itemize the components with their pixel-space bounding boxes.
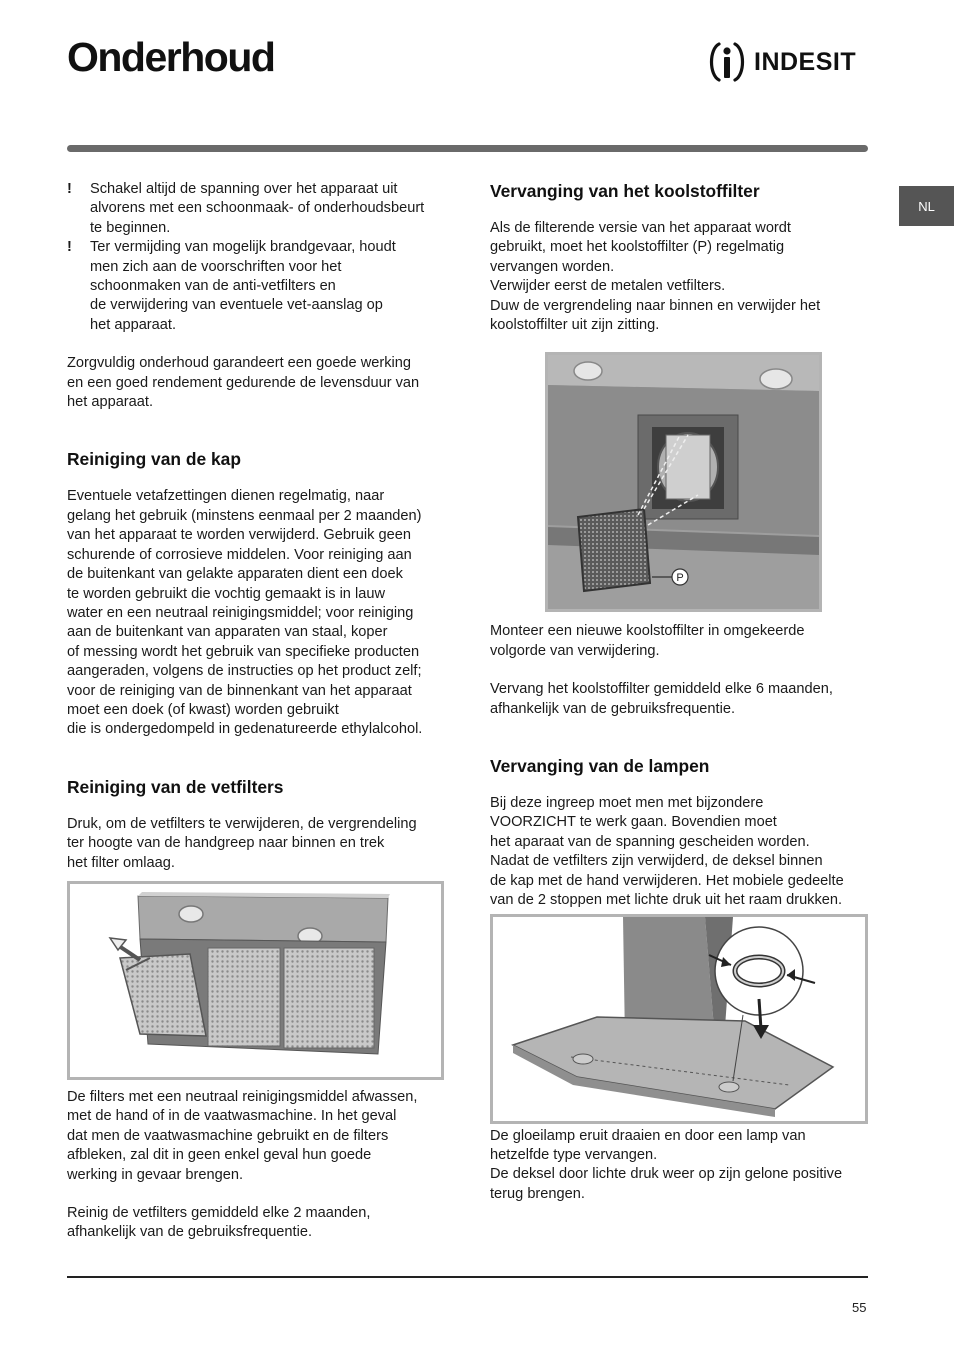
warning-text-2: schoonmaken van de anti-vetfilters en <box>90 278 336 295</box>
paragraph-line: schurende of corrosieve middelen. Voor reiniging aan <box>67 546 412 563</box>
paragraph-line: dat men de vaatwasmachine gebruikt en de filters <box>67 1127 389 1144</box>
paragraph-line: Nadat de vetfilters zijn verwijderd, de deksel binnen <box>490 853 823 870</box>
paragraph-line: het filter omlaag. <box>67 854 175 871</box>
warning-text-1: te beginnen. <box>90 219 171 236</box>
language-tab-label: NL <box>918 198 935 214</box>
warning-text-2: Ter vermijding van mogelijk brandgevaar, houdt <box>90 239 396 256</box>
grease-after-paragraph <box>67 1088 452 1185</box>
brand-name: INDESIT <box>754 47 857 76</box>
intro-line: en een goed rendement gedurende de levensduur van <box>67 374 420 391</box>
warning-text-2: de verwijdering van eventuele vet-aanslag op <box>90 297 383 314</box>
paragraph-line: Eventuele vetafzettingen dienen regelmatig, naar <box>67 488 385 505</box>
paragraph-line: Verwijder eerst de metalen vetfilters. <box>490 278 726 295</box>
paragraph-line: water en een neutraal reinigingsmiddel; voor reiniging <box>67 604 414 621</box>
hood-paragraph <box>67 487 452 739</box>
header-divider <box>67 145 868 152</box>
paragraph-line: met de hand of in de vaatwasmachine. In het geval <box>67 1108 397 1125</box>
lamps-paragraph <box>490 794 870 910</box>
paragraph-line: Als de filterende versie van het apparaat wordt <box>490 220 791 236</box>
footer-divider <box>67 1276 868 1278</box>
paragraph-line: Druk, om de vetfilters te verwijderen, de vergrendeling <box>67 815 417 832</box>
paragraph-line: van het apparaat te worden verwijderd. Gebruik geen <box>67 527 411 544</box>
right-column <box>490 180 870 1204</box>
paragraph-line: afhankelijk van de gebruiksfrequentie. <box>490 700 736 717</box>
paragraph-line: Reinig de vetfilters gemiddeld elke 2 maanden, <box>67 1205 371 1221</box>
carbon-after-paragraph <box>490 622 870 661</box>
grease-filter-illustration <box>70 884 441 1077</box>
grease-paragraph <box>67 815 452 873</box>
carbon-filter-illustration <box>548 355 819 609</box>
lamps-after-paragraph <box>490 1127 870 1205</box>
paragraph-line: Bij deze ingreep moet men met bijzondere <box>490 795 764 812</box>
paragraph-line: moet een doek (of kwast) worden gebruikt <box>67 701 339 718</box>
carbon-interval-paragraph <box>490 680 870 719</box>
section-heading-grease-filters: Reiniging van de vetfilters <box>67 776 284 797</box>
indesit-logo-icon <box>707 40 747 84</box>
paragraph-line: van de 2 stoppen met lichte druk uit het raam drukken. <box>490 892 843 909</box>
section-heading-hood: Reiniging van de kap <box>67 449 241 470</box>
intro-paragraph <box>67 354 452 412</box>
carbon-filter-figure <box>545 352 822 612</box>
paragraph-line: De gloeilamp eruit draaien en door een lamp van <box>490 1127 806 1144</box>
paragraph-line: de kap met de hand verwijderen. Het mobiele gedeelte <box>490 872 844 889</box>
paragraph-line: terug brengen. <box>490 1185 585 1202</box>
intro-line: het apparaat. <box>67 394 154 411</box>
warning-text-2: men zich aan de voorschriften voor het <box>90 258 342 275</box>
paragraph-line: Monteer een nieuwe koolstoffilter in omgekeerde <box>490 623 805 640</box>
paragraph-line: aangeraden, volgens de instructies op het product zelf; <box>67 663 422 680</box>
paragraph-line: afhankelijk van de gebruiksfrequentie. <box>67 1224 313 1241</box>
carbon-paragraph <box>490 219 870 335</box>
paragraph-line: De filters met een neutraal reinigingsmiddel afwassen, <box>67 1088 418 1105</box>
paragraph-line: Duw de vergrendeling naar binnen en verwijder het <box>490 297 821 314</box>
paragraph-line: Vervang het koolstoffilter gemiddeld elke 6 maanden, <box>490 681 833 698</box>
paragraph-line: gebruikt, moet het koolstoffilter (P) regelmatig <box>490 239 785 256</box>
paragraph-line: ter hoogte van de handgreep naar binnen en trek <box>67 835 385 852</box>
warning-item <box>67 238 452 335</box>
paragraph-line: de buitenkant van gelakte apparaten dient een doek <box>67 566 403 583</box>
lamp-replacement-illustration <box>493 917 865 1121</box>
lamp-replacement-figure <box>490 914 868 1124</box>
language-tab <box>899 186 954 226</box>
warning-text-2: het apparaat. <box>90 316 177 333</box>
paragraph-line: te worden gebruikt die vochtig gemaakt is in lauw <box>67 585 385 602</box>
paragraph-line: gelang het gebruik (minstens eenmaal per 2 maanden) <box>67 507 422 524</box>
section-heading-lamps: Vervanging van de lampen <box>490 756 710 777</box>
page-number: 55 <box>852 1300 867 1315</box>
paragraph-line: VOORZICHT te werk gaan. Bovendien moet <box>490 814 777 831</box>
paragraph-line: koolstoffilter uit zijn zitting. <box>490 317 660 334</box>
warning-mark: ! <box>67 239 72 256</box>
grease-filter-figure <box>67 881 444 1080</box>
filter-label-p: P <box>676 572 684 585</box>
left-column <box>67 180 452 1243</box>
warning-mark: ! <box>67 181 72 197</box>
grease-interval-paragraph <box>67 1204 452 1243</box>
paragraph-line: De deksel door lichte druk weer op zijn gelone positive <box>490 1166 843 1183</box>
paragraph-line: of messing wordt het gebruik van specifieke producten <box>67 643 420 660</box>
paragraph-line: die is ondergedompeld in gedenatureerde ethylalcohol. <box>67 721 423 738</box>
brand-logo <box>707 40 856 84</box>
warning-text-1: Schakel altijd de spanning over het apparaat uit <box>90 181 398 197</box>
section-heading-carbon-filter: Vervanging van het koolstoffilter <box>490 181 760 201</box>
paragraph-line: vervangen worden. <box>490 258 615 275</box>
paragraph-line: volgorde van verwijdering. <box>490 642 660 659</box>
warning-item <box>67 180 452 238</box>
paragraph-line: het aparaat van de spanning gescheiden worden. <box>490 833 810 850</box>
intro-line: Zorgvuldig onderhoud garandeert een goede werking <box>67 355 412 372</box>
paragraph-line: voor de reiniging van de binnenkant van het apparaat <box>67 682 412 699</box>
paragraph-line: aan de buitenkant van apparaten van staal, koper <box>67 624 388 641</box>
paragraph-line: afbleken, zal dit in geen enkel geval hun goede <box>67 1147 372 1164</box>
page-title: Onderhoud <box>67 34 275 80</box>
paragraph-line: werking in gevaar brengen. <box>67 1166 244 1183</box>
paragraph-line: hetzelfde type vervangen. <box>490 1146 658 1163</box>
warning-text-1: alvorens met een schoonmaak- of onderhoudsbeurt <box>90 200 425 217</box>
